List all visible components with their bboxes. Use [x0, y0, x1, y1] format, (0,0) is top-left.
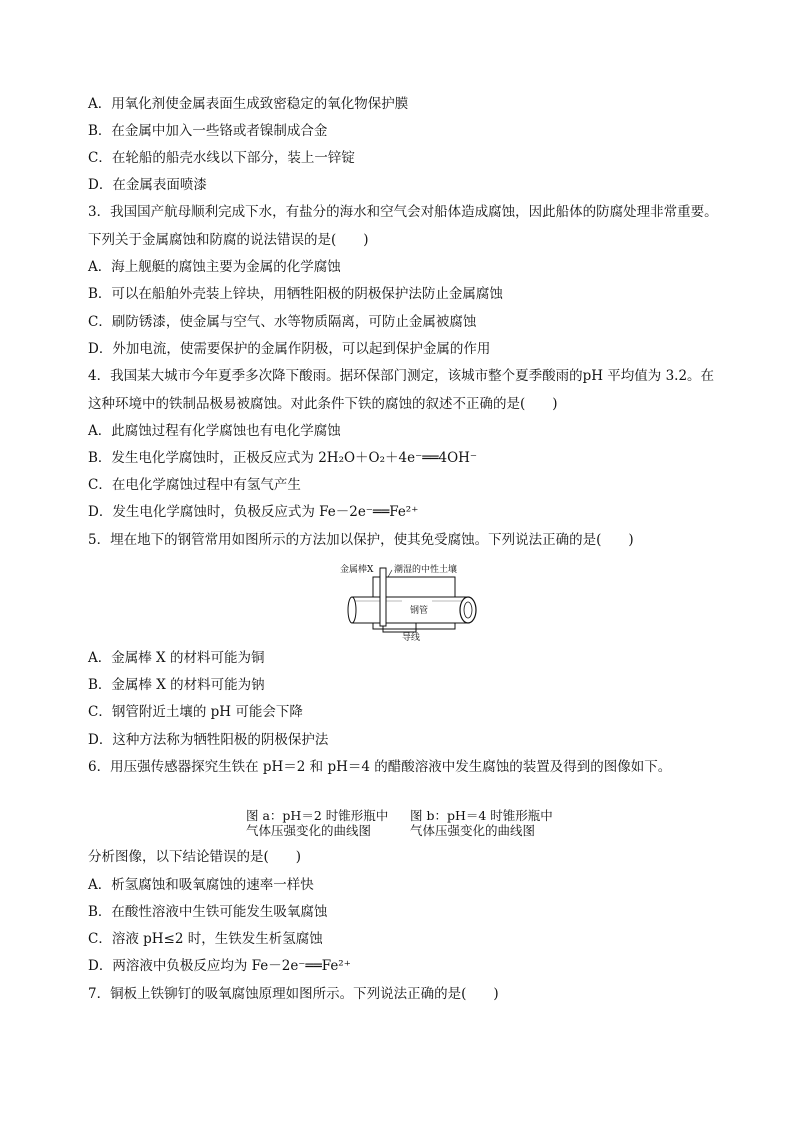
q3-option-b: B．可以在船舶外壳装上锌块，用牺牲阳极的阴极保护法防止金属腐蚀 — [88, 286, 503, 302]
q3-option-d: D．外加电流，使需要保护的金属作阴极，可以起到保护金属的作用 — [88, 341, 491, 357]
q5-label-pipe: 钢管 — [410, 606, 429, 616]
q2-option-b: B．在金属中加入一些铬或者镍制成合金 — [88, 123, 328, 139]
q6-stem: 6．用压强传感器探究生铁在 pH＝2 和 pH＝4 的醋酸溶液中发生腐蚀的装置及得到的图像如下。 — [88, 759, 672, 775]
q5-stem: 5．埋在地下的钢管常用如图所示的方法加以保护，使其免受腐蚀。下列说法正确的是( ) — [88, 532, 634, 548]
q2-option-c: C．在轮船的船壳水线以下部分，装上一锌锭 — [88, 150, 355, 166]
q4-option-d: D．发生电化学腐蚀时，负极反应式为 Fe－2e⁻══Fe²⁺ — [88, 504, 419, 520]
q5-option-a: A．金属棒 X 的材料可能为铜 — [88, 650, 265, 666]
q6-caption-a-line2: 气体压强变化的曲线图 — [246, 823, 372, 838]
q3-stem-line2: 下列关于金属腐蚀和防腐的说法错误的是( ) — [88, 232, 369, 248]
q6-caption-b-line2: 气体压强变化的曲线图 — [410, 823, 536, 838]
q5-pipe-diagram — [340, 560, 480, 642]
q5-label-rod: 金属棒X — [340, 565, 374, 575]
q2-option-d: D．在金属表面喷漆 — [88, 177, 207, 193]
q5-label-soil: 潮湿的中性土壤 — [394, 565, 458, 575]
q6-option-d: D．两溶液中负极反应均为 Fe－2e⁻══Fe²⁺ — [88, 958, 351, 974]
q3-stem-line1: 3．我国国产航母顺利完成下水，有盐分的海水和空气会对船体造成腐蚀，因此船体的防腐处理非常重要。 — [88, 204, 718, 220]
q6-option-a: A．析氢腐蚀和吸氧腐蚀的速率一样快 — [88, 877, 314, 893]
q4-stem-line1: 4．我国某大城市今年夏季多次降下酸雨。据环保部门测定，该城市整个夏季酸雨的pH 平均值为 3.2。在 — [88, 368, 715, 384]
q6-option-b: B．在酸性溶液中生铁可能发生吸氧腐蚀 — [88, 904, 328, 920]
q4-option-c: C．在电化学腐蚀过程中有氢气产生 — [88, 477, 301, 493]
q4-option-b: B．发生电化学腐蚀时，正极反应式为 2H₂O＋O₂＋4e⁻══4OH⁻ — [88, 450, 478, 466]
q5-option-b: B．金属棒 X 的材料可能为钠 — [88, 677, 265, 693]
q6-caption-b-line1: 图 b：pH＝4 时锥形瓶中 — [410, 808, 553, 823]
q6-option-c: C．溶液 pH≤2 时，生铁发生析氢腐蚀 — [88, 931, 323, 947]
q3-option-c: C．刷防锈漆，使金属与空气、水等物质隔离，可防止金属被腐蚀 — [88, 314, 477, 330]
q6-caption-a-line1: 图 a：pH＝2 时锥形瓶中 — [246, 808, 389, 823]
q4-option-a: A．此腐蚀过程有化学腐蚀也有电化学腐蚀 — [88, 423, 341, 439]
q6-stem2: 分析图像，以下结论错误的是( ) — [88, 849, 302, 865]
q3-option-a: A．海上舰艇的腐蚀主要为金属的化学腐蚀 — [88, 259, 341, 275]
q5-option-d: D．这种方法称为牺牲阳极的阴极保护法 — [88, 732, 329, 748]
q5-option-c: C．钢管附近土壤的 pH 可能会下降 — [88, 704, 303, 720]
q7-stem: 7．铜板上铁铆钉的吸氧腐蚀原理如图所示。下列说法正确的是( ) — [88, 986, 499, 1002]
q2-option-a: A．用氧化剂使金属表面生成致密稳定的氧化物保护膜 — [88, 96, 409, 112]
q4-stem-line2: 这种环境中的铁制品极易被腐蚀。对此条件下铁的腐蚀的叙述不正确的是( ) — [88, 396, 558, 412]
q5-label-wire: 导线 — [402, 633, 421, 642]
